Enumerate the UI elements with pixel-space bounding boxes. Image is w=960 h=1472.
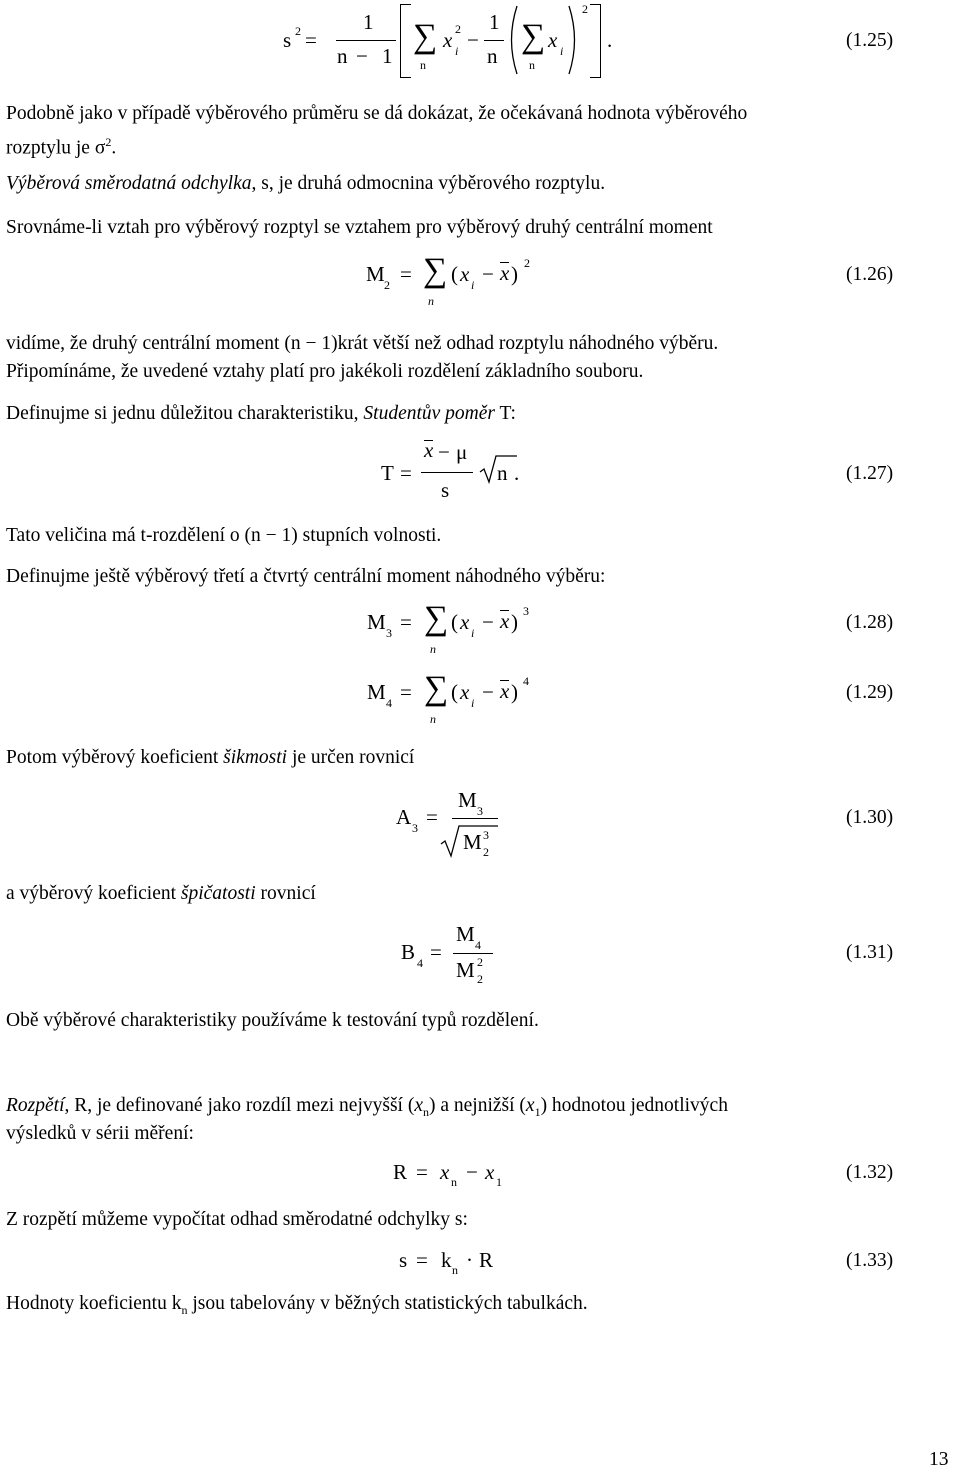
para11-x-min: x [525,1095,535,1116]
eq131-num-M: M [456,922,475,946]
eq129-sup: 4 [523,674,529,688]
eq125-frac2-den: n [487,44,498,68]
eq129-number: (1.29) [846,682,894,703]
eq128-close: ) [511,610,518,634]
eq128-M: M [367,610,386,634]
eq125-frac2-line [484,40,504,41]
para8-pre: Potom výběrový koeficient [6,747,224,768]
eq126-equals: = [400,262,412,286]
eq131-num-sub: 4 [475,938,481,952]
eq125-right-paren [567,5,581,75]
para5-pre: Definujme si jednu důležitou charakteristiku, [6,403,364,424]
eq131-equals: = [430,940,442,964]
eq130-den-sup: 3 [483,828,489,842]
paragraph-both-characteristics: Obě výběrové charakteristiky používáme k testování typů rozdělení. [6,1010,539,1031]
eq133-dot: · [466,1248,473,1272]
para11-x-max: x [414,1095,423,1116]
para13-post: jsou tabelovány v běžných statistických tabulkách. [187,1293,588,1314]
eq127-equals: = [400,461,412,485]
eq125-sum1-sub: n [420,58,426,72]
page-number: 13 [929,1449,949,1470]
para5-post: T: [495,403,516,424]
eq127-s: s [441,478,450,502]
sigma-symbol: σ [94,137,106,159]
paragraph-skewness [6,744,414,772]
paragraph-compare: Srovnáme-li vztah pro výběrový rozptyl se vztahem pro výběrový druhý centrální moment [6,217,713,238]
eq131-den-sub: 2 [477,972,483,986]
para1-text: rozptylu je [6,137,95,159]
eq126-sum: ∑ [423,252,448,289]
eq131-den-M: M [456,958,475,982]
term-rozpeti: Rozpětí [6,1095,65,1116]
eq125-lhs-sup: 2 [295,24,301,38]
eq129-open: ( [451,680,458,704]
eq127-n: n [497,461,508,485]
eq125-right-bracket [590,4,601,78]
eq127-xbar: x [424,438,434,462]
sigma-sup: 2 [105,135,112,149]
para11-x-max-sub: n [422,1104,429,1119]
eq130-equals: = [426,805,438,829]
eq125-x1-sup: 2 [455,22,461,36]
eq125-frac2-num: 1 [489,10,500,34]
eq129-M: M [367,680,386,704]
eq126-number: (1.26) [846,264,894,285]
eq131-B: B [401,940,416,964]
eq125-left-paren [505,5,519,75]
eq132-x-n-sub: n [451,1175,457,1189]
eq129-close: ) [511,680,518,704]
para9-post: rovnicí [255,883,316,904]
para13-pre: Hodnoty koeficientu k [6,1293,182,1314]
paragraph-expected-variance-line2 [6,128,116,163]
term-sikmosti: šikmosti [223,747,288,768]
para11-t1: , R, je definované jako rozdíl mezi nejvyšší ( [64,1095,415,1116]
para9-pre: a výběrový koeficient [6,883,181,904]
eq127-minus: − [438,440,450,464]
para11-t3: ) hodnotou jednotlivých [540,1095,728,1116]
paragraph-t-distribution: Tato veličina má t-rozdělení o (n − 1) stupních volnosti. [6,525,442,546]
eq133-k-sub: n [452,1263,458,1277]
para13-sub: n [181,1302,188,1317]
eq129-x: x [460,680,470,704]
eq129-sum: ∑ [424,670,449,707]
eq131-den-sup: 2 [477,955,483,969]
eq132-number: (1.32) [846,1162,894,1183]
eq132-x-1: x [485,1160,495,1184]
paragraph-expected-variance-line1: Podobně jako v případě výběrového průměru se dá dokázat, že očekávaná hodnota výběrového [6,103,748,124]
eq125-frac1-den-n: n [337,44,348,68]
eq126-close: ) [511,262,518,286]
eq125-frac1-den-one: 1 [382,44,393,68]
paragraph-third-fourth-moment: Definujme ještě výběrový třetí a čtvrtý centrální moment náhodného výběru: [6,566,606,587]
eq127-mu: μ [456,440,468,464]
eq130-frac-line [452,818,498,819]
eq126-open: ( [451,262,458,286]
eq125-period: . [607,28,613,52]
eq125-lhs: s [283,28,292,52]
para11-t2: ) a nejnižší ( [428,1095,526,1116]
eq128-open: ( [451,610,458,634]
eq126-minus: − [482,262,494,286]
eq129-x-sub: i [471,696,475,710]
eq125-minus: − [467,28,479,52]
eq128-minus: − [482,610,494,634]
paragraph-any-distribution: Připomínáme, že uvedené vztahy platí pro jakékoli rozdělení základního souboru. [6,361,644,382]
eq127-period: . [514,461,520,485]
eq131-B-sub: 4 [417,956,423,970]
paragraph-kn-tables [6,1290,588,1324]
para11-x-min-sub: 1 [534,1104,541,1119]
term-studentuv-pomer: Studentův poměr [363,403,496,424]
eq125-frac1-den-minus: − [356,44,368,68]
eq126-M-sub: 2 [384,278,390,292]
eq125-x1-sub: i [455,44,459,58]
eq127-frac-line [421,472,473,473]
eq129-sum-sub: n [430,712,436,726]
eq128-sum: ∑ [424,600,449,637]
eq128-x-sub: i [471,626,475,640]
eq130-den-M: M [463,830,482,854]
eq128-number: (1.28) [846,612,894,633]
eq132-minus: − [466,1160,478,1184]
eq129-equals: = [400,680,412,704]
eq125-x2-sub: i [560,44,564,58]
term-vyberova-smerodatna-odchylka: Výběrová směrodatná odchylka [6,173,252,194]
term-spicatosti: špičatosti [180,883,256,904]
para1-period: . [111,137,117,159]
eq125-number: (1.25) [846,30,894,51]
eq130-num-M: M [458,788,477,812]
paragraph-std-dev [6,170,605,198]
eq127-T: T [381,461,394,485]
eq125-sum2-sub: n [529,58,535,72]
eq128-sup: 3 [523,604,529,618]
paragraph-student-ratio [6,400,516,428]
eq130-den-sub: 2 [483,845,489,859]
eq132-equals: = [416,1160,428,1184]
eq128-x: x [460,610,470,634]
eq133-equals: = [416,1248,428,1272]
eq133-k: k [441,1248,452,1272]
paragraph-range-definition-line2: výsledků v sérii měření: [6,1123,194,1144]
eq132-x-n: x [440,1160,450,1184]
eq126-M: M [366,262,385,286]
paragraph-kurtosis [6,880,316,908]
eq126-x-sub: i [471,278,475,292]
eq125-frac1-num: 1 [363,10,374,34]
eq131-number: (1.31) [846,942,894,963]
eq125-x2: x [548,28,558,52]
eq131-frac-line [453,953,493,954]
eq133-s: s [399,1248,408,1272]
eq132-R: R [393,1160,408,1184]
eq130-num-sub: 3 [477,804,483,818]
eq130-A: A [396,805,412,829]
eq130-A-sub: 3 [412,821,418,835]
eq126-xbar: x [500,261,510,285]
eq133-R: R [479,1248,494,1272]
eq127-number: (1.27) [846,463,894,484]
eq129-M-sub: 4 [386,696,392,710]
eq128-xbar: x [500,609,510,633]
eq130-number: (1.30) [846,807,894,828]
eq129-xbar: x [500,679,510,703]
eq126-sup: 2 [524,256,530,270]
eq125-outer-sup: 2 [582,2,588,16]
eq128-M-sub: 3 [386,626,392,640]
paragraph-range-estimate: Z rozpětí můžeme vypočítat odhad směrodatné odchylky s: [6,1209,468,1230]
eq129-minus: − [482,680,494,704]
eq125-left-bracket [400,4,411,78]
eq125-x1: x [443,28,453,52]
eq133-number: (1.33) [846,1250,894,1271]
eq126-x: x [460,262,470,286]
paragraph-moment-larger: vidíme, že druhý centrální moment (n − 1)krát větší než odhad rozptylu náhodného výběru. [6,333,719,354]
eq125-sum2: ∑ [521,18,546,55]
para8-post: je určen rovnicí [287,747,415,768]
eq128-equals: = [400,610,412,634]
eq125-sum1: ∑ [413,18,438,55]
eq125-equals: = [305,28,317,52]
eq128-sum-sub: n [430,642,436,656]
eq125-frac1-line [336,40,396,41]
eq132-x-1-sub: 1 [496,1175,502,1189]
eq126-sum-sub: n [428,294,434,308]
para2-rest: , s, je druhá odmocnina výběrového rozptylu. [251,173,606,194]
